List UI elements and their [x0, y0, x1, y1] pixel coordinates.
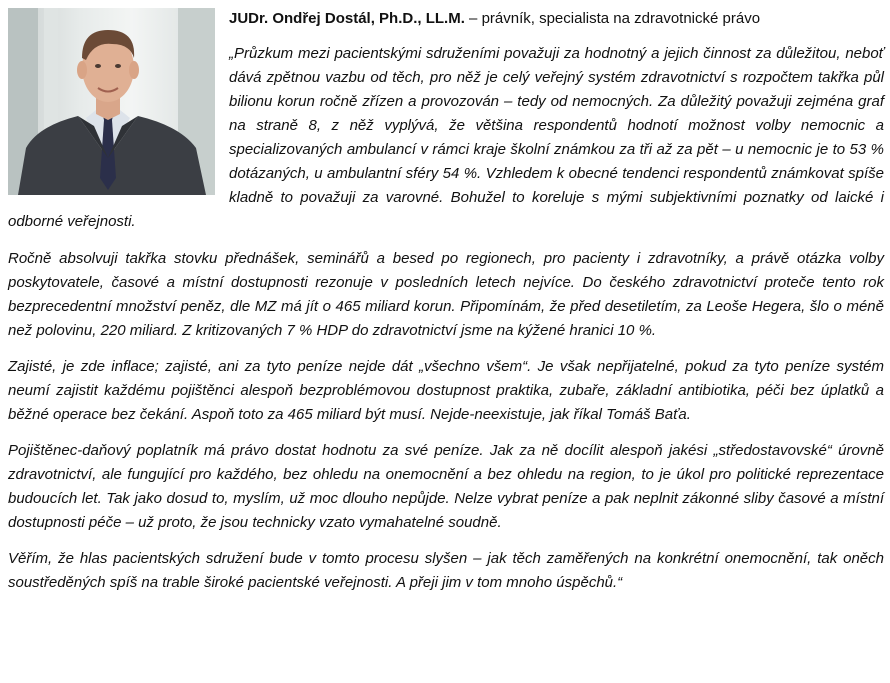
paragraph-5: Věřím, že hlas pacientských sdružení bude v tomto procesu slyšen – jak těch zaměřených na konkrétní onemocnění, tak oněch soustředěných spíš na trable široké pacientské veřejnosti. A přeji jim v tom mnoho úspěchů.“	[8, 550, 884, 591]
author-name: JUDr. Ondřej Dostál, Ph.D., LL.M.	[229, 10, 465, 27]
portrait-illustration	[8, 8, 215, 195]
paragraph-4: Pojištěnec-daňový poplatník má právo dostat hodnotu za své peníze. Jak za ně docílit alespoň jakési „středostavovské“ úrovně zdravotnictví, ale fungující pro každého, bez ohledu na onemocnění a bez ohledu na region, to je úkol pro politické reprezentace budoucích let. Tak jako dosud to, myslím, už moc dlouho nepůjde. Nelze vybrat peníze a pak neplnit zákonné sliby časové a místní dostupnosti péče – už proto, že jsou technicky vzato vymahatelné soudně.	[8, 442, 884, 531]
portrait-photo	[8, 8, 215, 195]
paragraph-1: „Průzkum mezi pacientskými sdruženími považuji za hodnotný a jejich činnost za důležitou, neboť dává zpětnou vazbu od těch, pro něž je celý veřejný systém zdravotnictví s rozpočtem takřka půl bilionu korun ročně zřízen a provozován – tedy od nemocných. Za důležitý považuji zejména graf na straně 8, z něž vyplývá, že většina respondentů hodnotí možnost volby nemocnic a specializovaných ambulancí v rámci kraje školní známkou za tři až za pět – u nemocnic je to 53 % dotázaných, u ambulantní sféry 54 %. Vzhledem k obecné tendenci respondentů známkovat spíše kladně to považuji za varovné. Bohužel to koreluje s mými subjektivními poznatky od laické i odborné veřejnosti.	[8, 45, 884, 230]
paragraph-3: Zajisté, je zde inflace; zajisté, ani za tyto peníze nejde dát „všechno všem“. Je však nepřijatelné, pokud za tyto peníze systém neumí zajistit každému pojištěnci alespoň bezproblémovou dostupnost praktika, zubaře, základní antibiotika, péči bez úplatků a běžné operace bez čekání. Aspoň toto za 465 miliard být musí. Nejde-neexistuje, jak říkal Tomáš Baťa.	[8, 358, 884, 423]
author-separator: –	[464, 10, 482, 27]
author-role: právník, specialista na zdravotnické právo	[481, 10, 761, 27]
paragraph-2: Ročně absolvuji takřka stovku přednášek, seminářů a besed po regionech, pro pacienty i zdravotníky, a právě otázka volby poskytovatele, časové a místní dostupnosti rezonuje v posledních letech nejvíce. Do českého zdravotnictví proteče tento rok bezprecedentní množství peněz, dle MZ má jít o 465 miliard korun. Připomínám, že před desetiletím, za Leoše Hegera, šlo o méně než polovinu, 220 miliard. Z kritizovaných 7 % HDP do zdravotnictví jsme na kýžené hranici 10 %.	[8, 250, 884, 339]
